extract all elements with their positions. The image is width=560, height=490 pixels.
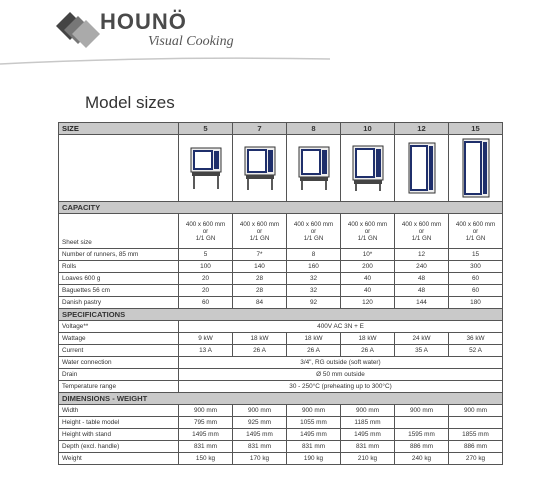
table-cell: 831 mm bbox=[341, 441, 395, 453]
table-cell: 28 bbox=[233, 285, 287, 297]
page-title: Model sizes bbox=[85, 93, 175, 112]
table-cell: 240 bbox=[395, 261, 449, 273]
table-row bbox=[59, 453, 503, 465]
table-cell: 20 bbox=[179, 285, 233, 297]
table-cell: 28 bbox=[233, 273, 287, 285]
table-cell: 52 A bbox=[449, 345, 503, 357]
model-size: 15 bbox=[449, 123, 503, 135]
table-cell: 26 A bbox=[287, 345, 341, 357]
table-row bbox=[59, 357, 503, 369]
table-row bbox=[59, 369, 503, 381]
oven-5-image bbox=[179, 135, 233, 202]
row-label: Voltage** bbox=[59, 321, 179, 333]
table-cell: 1855 mm bbox=[449, 429, 503, 441]
table-cell: 40 bbox=[341, 285, 395, 297]
table-cell: 32 bbox=[287, 273, 341, 285]
table-row bbox=[59, 285, 503, 297]
table-cell: 32 bbox=[287, 285, 341, 297]
table-cell: 13 A bbox=[179, 345, 233, 357]
oven-images-row bbox=[59, 135, 503, 202]
table-row bbox=[59, 249, 503, 261]
table-cell: 1495 mm bbox=[179, 429, 233, 441]
section-capacity bbox=[59, 202, 503, 214]
table-row bbox=[59, 429, 503, 441]
oven-15-image bbox=[449, 135, 503, 202]
row-label: Depth (excl. handle) bbox=[59, 441, 179, 453]
table-cell: 180 bbox=[449, 297, 503, 309]
oven-icon bbox=[243, 145, 277, 191]
section-specifications bbox=[59, 309, 503, 321]
table-cell: 140 bbox=[233, 261, 287, 273]
model-size: 5 bbox=[179, 123, 233, 135]
table-cell: 900 mm bbox=[395, 405, 449, 417]
section-title: SPECIFICATIONS bbox=[59, 309, 503, 321]
table-cell: 26 A bbox=[233, 345, 287, 357]
table-row bbox=[59, 261, 503, 273]
table-cell: 170 kg bbox=[233, 453, 287, 465]
temperature-range-value: 30 - 250°C (preheating up to 300°C) bbox=[179, 381, 503, 393]
sheet-size-cell: 400 x 600 mm or 1/1 GN bbox=[449, 214, 503, 249]
table-cell: 18 kW bbox=[341, 333, 395, 345]
table-row bbox=[59, 381, 503, 393]
row-label: Danish pastry bbox=[59, 297, 179, 309]
table-cell: 1055 mm bbox=[287, 417, 341, 429]
table-cell: 15 bbox=[449, 249, 503, 261]
table-cell: 36 kW bbox=[449, 333, 503, 345]
table-cell: 20 bbox=[179, 273, 233, 285]
table-cell: 60 bbox=[179, 297, 233, 309]
table-cell: 18 kW bbox=[287, 333, 341, 345]
water-connection-value: 3/4", RG outside (soft water) bbox=[179, 357, 503, 369]
table-cell: 200 bbox=[341, 261, 395, 273]
sheet-size-cell: 400 x 600 mm or 1/1 GN bbox=[233, 214, 287, 249]
table-cell: 60 bbox=[449, 273, 503, 285]
table-cell: 190 kg bbox=[287, 453, 341, 465]
table-cell: 48 bbox=[395, 285, 449, 297]
section-title: DIMENSIONS - WEIGHT bbox=[59, 393, 503, 405]
table-cell: 10* bbox=[341, 249, 395, 261]
sheet-size-cell: 400 x 600 mm or 1/1 GN bbox=[395, 214, 449, 249]
table-cell: 26 A bbox=[341, 345, 395, 357]
section-dimensions bbox=[59, 393, 503, 405]
table-cell: 831 mm bbox=[179, 441, 233, 453]
table-row bbox=[59, 273, 503, 285]
table-cell: 150 kg bbox=[179, 453, 233, 465]
row-label: Water connection bbox=[59, 357, 179, 369]
row-label: Rolls bbox=[59, 261, 179, 273]
oven-10-image bbox=[341, 135, 395, 202]
row-label: Wattage bbox=[59, 333, 179, 345]
table-cell: 8 bbox=[287, 249, 341, 261]
table-cell: 1595 mm bbox=[395, 429, 449, 441]
voltage-value: 400V AC 3N + E bbox=[179, 321, 503, 333]
drain-value: Ø 50 mm outside bbox=[179, 369, 503, 381]
table-cell: 900 mm bbox=[449, 405, 503, 417]
row-label: Drain bbox=[59, 369, 179, 381]
row-label: Sheet size bbox=[59, 214, 179, 249]
table-cell: 900 mm bbox=[179, 405, 233, 417]
oven-icon bbox=[297, 145, 331, 191]
table-row bbox=[59, 405, 503, 417]
section-title: CAPACITY bbox=[59, 202, 503, 214]
table-cell: 60 bbox=[449, 285, 503, 297]
table-cell: 900 mm bbox=[233, 405, 287, 417]
model-size: 7 bbox=[233, 123, 287, 135]
table-cell: 300 bbox=[449, 261, 503, 273]
row-label: Height - table model bbox=[59, 417, 179, 429]
table-cell: 5 bbox=[179, 249, 233, 261]
oven-12-image bbox=[395, 135, 449, 202]
brand-tagline: Visual Cooking bbox=[148, 34, 234, 49]
table-cell bbox=[449, 417, 503, 429]
sheet-size-cell: 400 x 600 mm or 1/1 GN bbox=[287, 214, 341, 249]
table-cell: 270 kg bbox=[449, 453, 503, 465]
table-cell: 7* bbox=[233, 249, 287, 261]
table-row bbox=[59, 297, 503, 309]
row-label: Weight bbox=[59, 453, 179, 465]
table-cell bbox=[395, 417, 449, 429]
table-cell: 48 bbox=[395, 273, 449, 285]
table-row bbox=[59, 441, 503, 453]
swoosh-decoration bbox=[0, 56, 330, 66]
table-cell: 18 kW bbox=[233, 333, 287, 345]
row-label: Current bbox=[59, 345, 179, 357]
table-row bbox=[59, 321, 503, 333]
model-size: 8 bbox=[287, 123, 341, 135]
row-label: Loaves 600 g bbox=[59, 273, 179, 285]
table-cell: 795 mm bbox=[179, 417, 233, 429]
table-cell: 40 bbox=[341, 273, 395, 285]
brand-name: HOUNÖ bbox=[100, 9, 187, 34]
table-cell: 1495 mm bbox=[287, 429, 341, 441]
table-cell: 35 A bbox=[395, 345, 449, 357]
table-cell: 160 bbox=[287, 261, 341, 273]
table-cell: 9 kW bbox=[179, 333, 233, 345]
table-row bbox=[59, 333, 503, 345]
table-cell: 100 bbox=[179, 261, 233, 273]
model-sizes-table bbox=[58, 122, 503, 465]
oven-icon bbox=[461, 137, 491, 199]
table-cell: 831 mm bbox=[233, 441, 287, 453]
table-cell: 1495 mm bbox=[341, 429, 395, 441]
table-row bbox=[59, 214, 503, 249]
table-cell: 12 bbox=[395, 249, 449, 261]
table-cell: 886 mm bbox=[395, 441, 449, 453]
model-size: 12 bbox=[395, 123, 449, 135]
oven-8-image bbox=[287, 135, 341, 202]
sheet-size-cell: 400 x 600 mm or 1/1 GN bbox=[179, 214, 233, 249]
table-cell: 24 kW bbox=[395, 333, 449, 345]
table-cell: 886 mm bbox=[449, 441, 503, 453]
table-cell: 1185 mm bbox=[341, 417, 395, 429]
row-label: Number of runners, 85 mm bbox=[59, 249, 179, 261]
table-cell: 900 mm bbox=[287, 405, 341, 417]
table-cell: 831 mm bbox=[287, 441, 341, 453]
size-label: SIZE bbox=[59, 123, 179, 135]
row-label: Baguettes 56 cm bbox=[59, 285, 179, 297]
table-cell: 210 kg bbox=[341, 453, 395, 465]
table-cell: 120 bbox=[341, 297, 395, 309]
oven-icon bbox=[407, 141, 437, 195]
oven-icon bbox=[189, 146, 223, 190]
row-label: Height with stand bbox=[59, 429, 179, 441]
oven-icon bbox=[351, 144, 385, 192]
row-label: Temperature range bbox=[59, 381, 179, 393]
table-row bbox=[59, 345, 503, 357]
table-cell: 900 mm bbox=[341, 405, 395, 417]
table-cell: 144 bbox=[395, 297, 449, 309]
model-size: 10 bbox=[341, 123, 395, 135]
table-row bbox=[59, 417, 503, 429]
oven-7-image bbox=[233, 135, 287, 202]
table-cell: 240 kg bbox=[395, 453, 449, 465]
table-cell: 84 bbox=[233, 297, 287, 309]
size-header-row bbox=[59, 123, 503, 135]
table-cell: 925 mm bbox=[233, 417, 287, 429]
table-cell: 1495 mm bbox=[233, 429, 287, 441]
sheet-size-cell: 400 x 600 mm or 1/1 GN bbox=[341, 214, 395, 249]
table-cell: 92 bbox=[287, 297, 341, 309]
row-label: Width bbox=[59, 405, 179, 417]
